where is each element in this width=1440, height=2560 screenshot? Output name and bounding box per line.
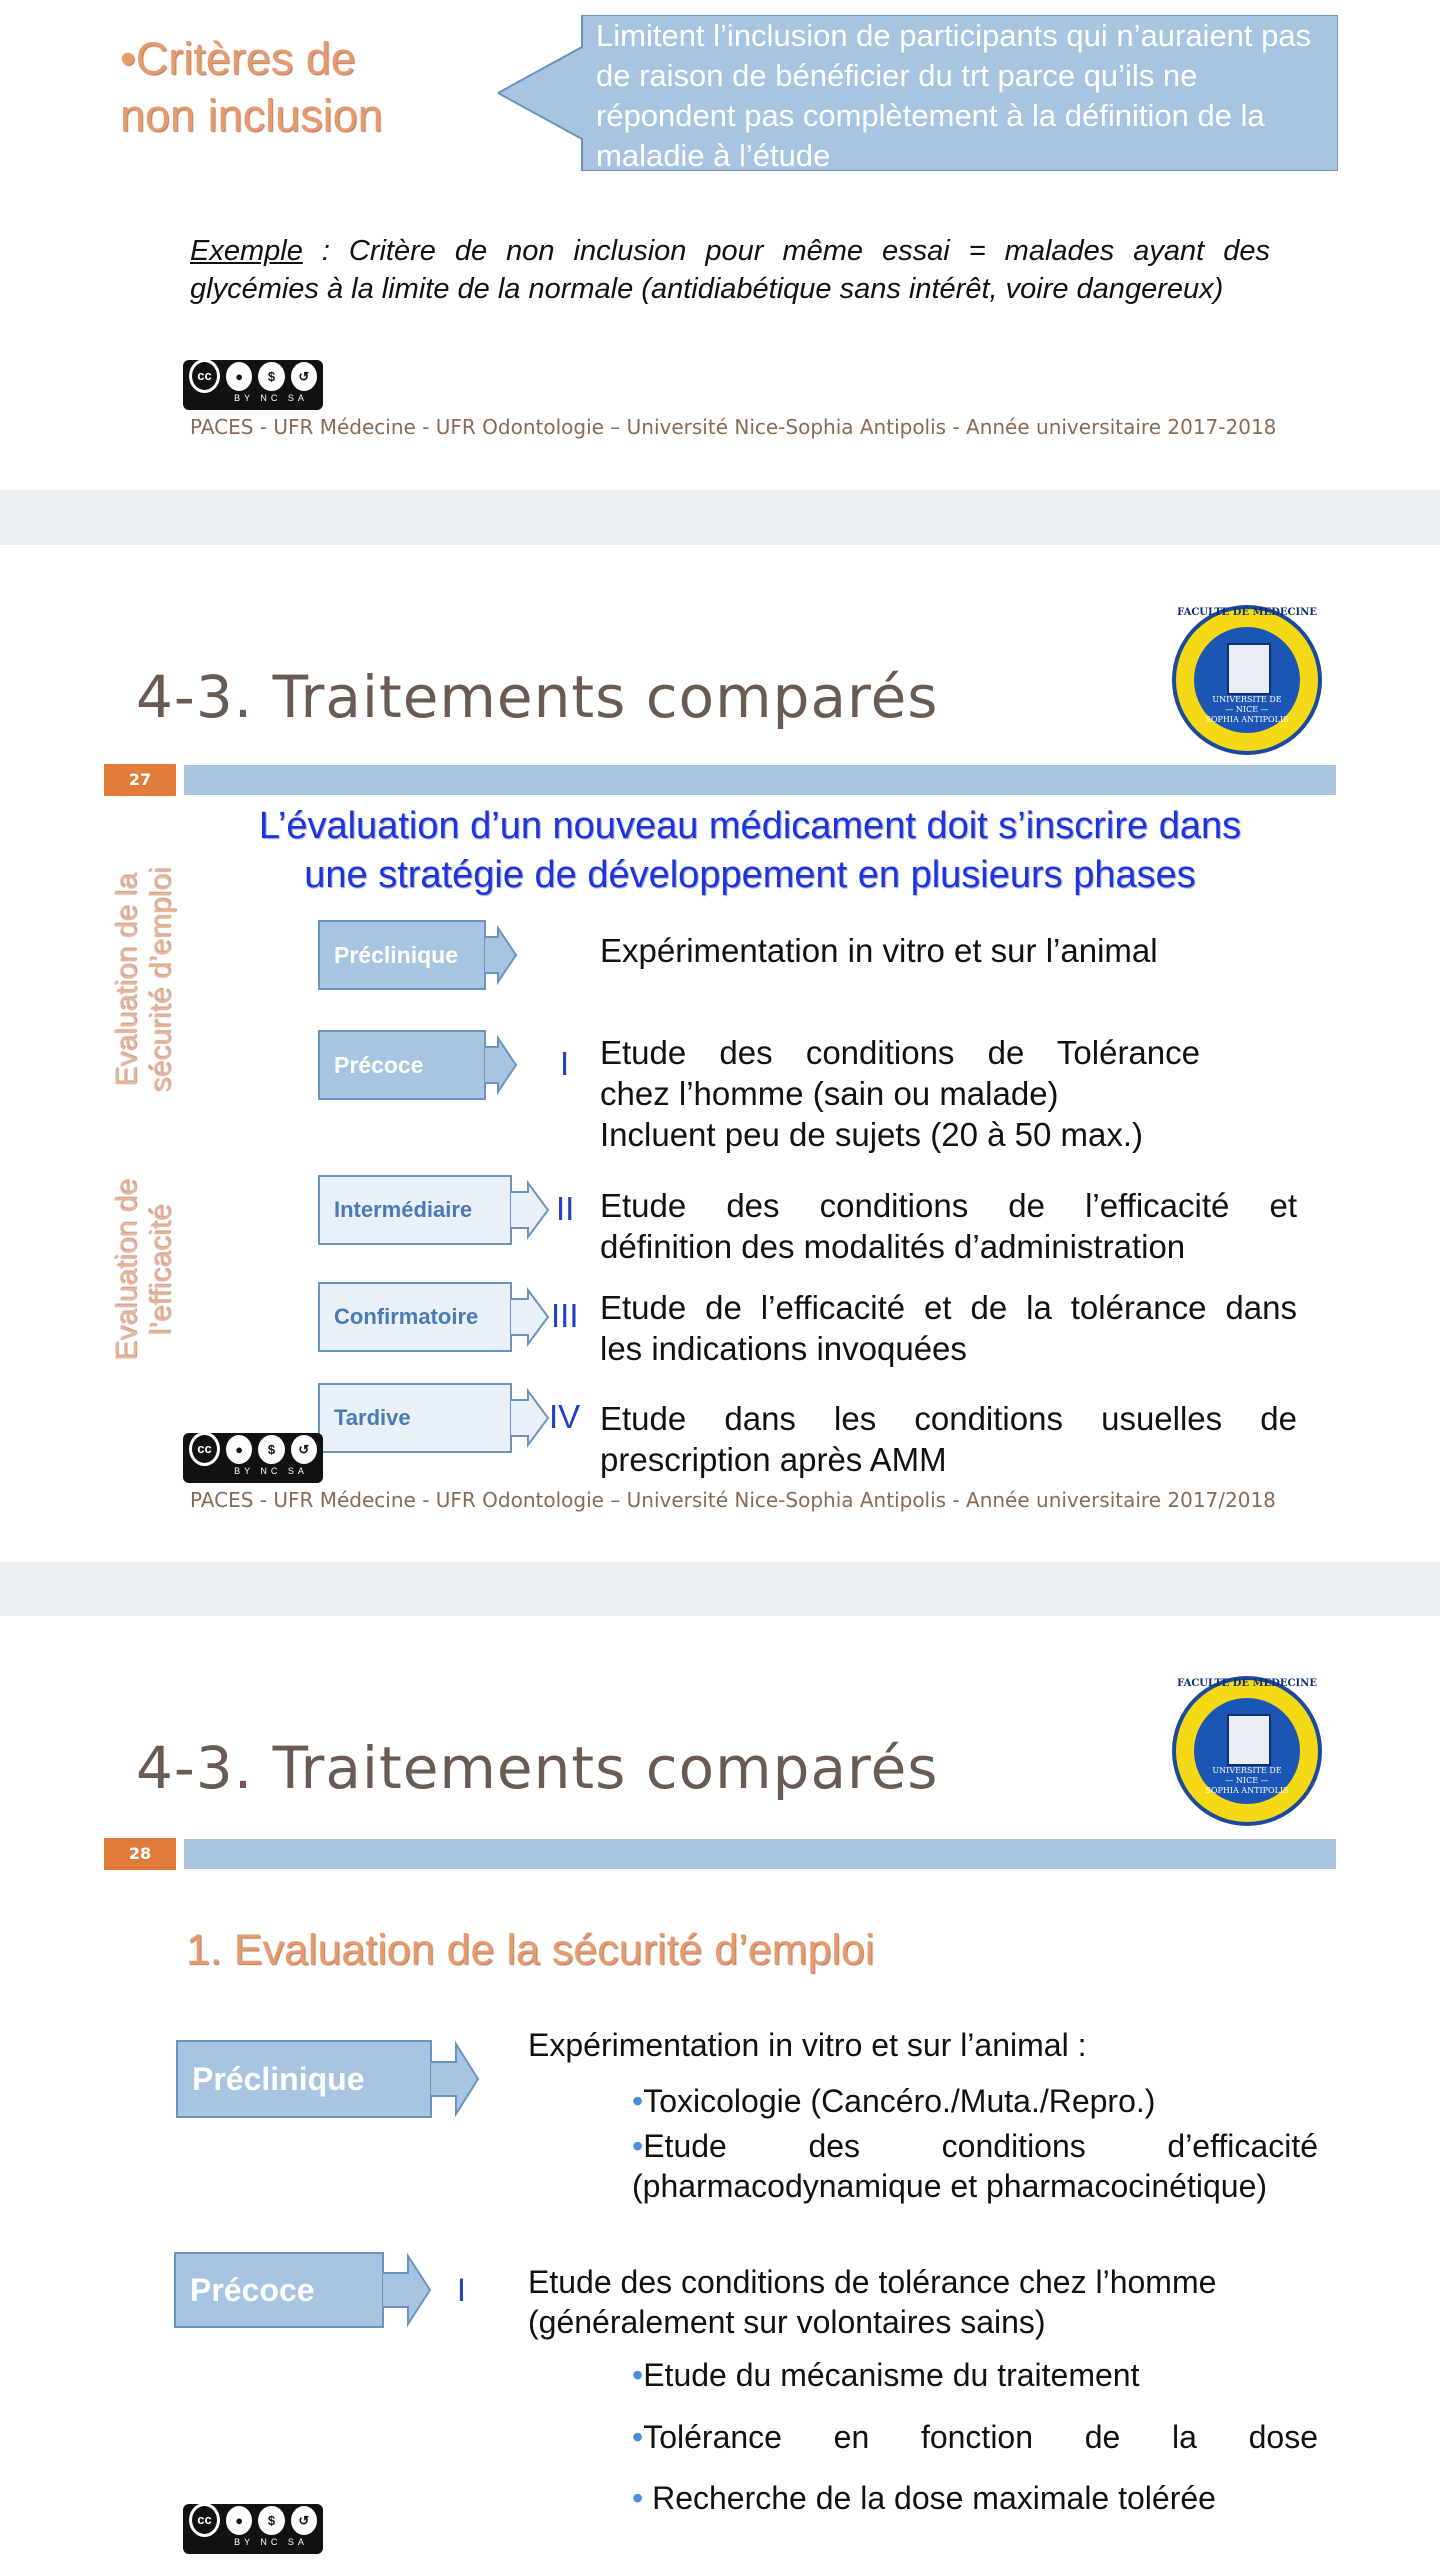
- cc-icon: cc: [189, 359, 220, 393]
- logo-top-text: FACULTE DE MEDECINE: [1177, 1678, 1317, 1689]
- precoce-box: [174, 2252, 434, 2328]
- phase-precoce-text: [600, 1032, 1200, 1155]
- phase-label: Précoce: [334, 1051, 424, 1078]
- slide-title: 4-3. Traitements comparés: [136, 1734, 939, 1802]
- phase-tardive-text: [600, 1398, 1297, 1480]
- arrow-right-icon: [484, 1030, 518, 1100]
- phase-text-line: Expérimentation in vitro et sur l’animal: [600, 932, 1158, 969]
- bullet-icon: •: [632, 2128, 644, 2164]
- heading-line-2: non inclusion: [120, 90, 383, 141]
- logo-line-2: — NICE —: [1225, 1776, 1269, 1785]
- phase-roman-numeral: I: [560, 1045, 570, 1082]
- slide-non-inclusion: [0, 0, 1440, 490]
- phase-text-line: Etude des conditions de l’efficacité et: [600, 1187, 1297, 1224]
- arrow-right-icon: [484, 920, 518, 990]
- logo-top-text: FACULTE DE MEDECINE: [1177, 607, 1317, 618]
- bullet-text: Recherche de la dose maximale tolérée: [652, 2480, 1216, 2516]
- logo-building-icon: [1227, 1714, 1271, 1766]
- subtitle-line-2: une stratégie de développement en plusieurs phases: [304, 854, 1196, 896]
- side-label-safety-line-2: sécurité d’emploi: [144, 867, 177, 1093]
- arrow-right-icon: [510, 1175, 550, 1245]
- section-heading: 1. Evaluation de la sécurité d’emploi: [186, 1926, 875, 1974]
- phase-intermediaire-text: [600, 1185, 1297, 1267]
- heading-line-1: •Critères de: [120, 33, 356, 84]
- non-inclusion-heading: [120, 30, 383, 144]
- phase-precoce: [318, 1030, 518, 1100]
- arrow-right-icon: [510, 1282, 550, 1352]
- box-label: Préclinique: [192, 2060, 365, 2097]
- phase-label: Tardive: [334, 1405, 411, 1430]
- cc-license-badge: [183, 360, 323, 410]
- phase-tardive: [318, 1383, 550, 1453]
- logo-line-3: SOPHIA ANTIPOLIS: [1205, 1786, 1289, 1795]
- title-band: [184, 765, 1336, 795]
- side-label-efficacy: [110, 1135, 178, 1405]
- phase-intermediaire: [318, 1175, 550, 1245]
- license-terms: BY NC SA: [234, 393, 308, 403]
- preclinique-box: [176, 2040, 481, 2118]
- phase-roman-numeral: II: [556, 1190, 575, 1227]
- preclinique-intro: Expérimentation in vitro et sur l’animal :: [528, 2027, 1087, 2063]
- nc-icon: $: [258, 2506, 284, 2535]
- logo-bottom-text: [1197, 695, 1297, 725]
- example-paragraph: [190, 232, 1270, 308]
- phase-text-line: Incluent peu de sujets (20 à 50 max.): [600, 1116, 1143, 1153]
- bullet-icon: •: [632, 2357, 644, 2393]
- phase-preclinique: [318, 920, 518, 990]
- logo-bottom-text: [1197, 1766, 1297, 1796]
- title-band: [184, 1839, 1336, 1869]
- logo-line-2: — NICE —: [1225, 705, 1269, 714]
- bullet-text: Toxicologie (Cancéro./Muta./Repro.): [643, 2083, 1156, 2119]
- phase-roman-numeral: III: [551, 1297, 579, 1334]
- preclinique-bullet-2: [632, 2126, 1318, 2206]
- by-icon: ●: [226, 2506, 252, 2535]
- slide-title: 4-3. Traitements comparés: [136, 663, 939, 731]
- faculty-logo: [1172, 605, 1322, 755]
- phase-preclinique-text: [600, 930, 1300, 971]
- slide-subtitle: [200, 802, 1300, 900]
- faculty-logo: [1172, 1676, 1322, 1826]
- logo-building-icon: [1227, 643, 1271, 695]
- cc-license-badge: [183, 1433, 323, 1483]
- phase-text-line: Etude de l’efficacité et de la tolérance dans: [600, 1289, 1297, 1326]
- precoce-bullet-1: [632, 2357, 1139, 2394]
- bullet-icon: •: [632, 2419, 644, 2455]
- example-text: : Critère de non inclusion pour même essai = malades ayant des glycémies à la limite de la normale (antidiabétique sans intérêt, voire dangereux): [190, 235, 1270, 305]
- precoce-intro-line-1: Etude des conditions de tolérance chez l’homme: [528, 2264, 1217, 2300]
- slide-number: 27: [104, 764, 176, 796]
- footer: PACES - UFR Médecine - UFR Odontologie – Université Nice-Sophia Antipolis - Année universitaire 2017-2018: [190, 415, 1277, 439]
- phase-label: Intermédiaire: [334, 1197, 473, 1222]
- bullet-text: Etude du mécanisme du traitement: [643, 2357, 1140, 2393]
- phase-confirmatoire: [318, 1282, 550, 1352]
- arrow-right-icon: [382, 2252, 432, 2328]
- precoce-bullet-2: [632, 2419, 1318, 2456]
- slide-27: [0, 545, 1440, 1562]
- side-label-safety-line-1: Evaluation de la: [110, 873, 143, 1087]
- phase-text-line: prescription après AMM: [600, 1441, 947, 1478]
- by-icon: ●: [226, 362, 252, 391]
- example-label: Exemple: [190, 235, 303, 267]
- license-terms: BY NC SA: [234, 1466, 308, 1476]
- phase-text-line: les indications invoquées: [600, 1330, 967, 1367]
- nc-icon: $: [258, 1435, 284, 1464]
- precoce-intro-line-2: (généralement sur volontaires sains): [528, 2304, 1046, 2340]
- phase-confirmatoire-text: [600, 1287, 1297, 1369]
- preclinique-bullet-1: [632, 2083, 1155, 2120]
- phase-text-line: définition des modalités d’administration: [600, 1228, 1186, 1265]
- sa-icon: ↺: [291, 362, 317, 391]
- side-label-efficacy-line-2: l’efficacité: [144, 1204, 177, 1336]
- logo-line-1: UNIVERSITE DE: [1212, 695, 1282, 704]
- phase-roman-numeral: IV: [549, 1398, 581, 1435]
- by-icon: ●: [226, 1435, 252, 1464]
- license-terms: BY NC SA: [234, 2537, 308, 2547]
- nc-icon: $: [258, 362, 284, 391]
- slide-28: [0, 1616, 1440, 2560]
- arrow-right-icon: [510, 1383, 550, 1453]
- bullet-text: Tolérance en fonction de la dose: [643, 2419, 1318, 2455]
- phase-text-line: chez l’homme (sain ou malade): [600, 1075, 1059, 1112]
- side-label-efficacy-line-1: Evaluation de: [110, 1179, 143, 1361]
- box-label: Précoce: [190, 2271, 315, 2308]
- cc-license-badge: [183, 2504, 323, 2554]
- subtitle-line-1: L’évaluation d’un nouveau médicament doit s’inscrire dans: [258, 805, 1242, 847]
- sa-icon: ↺: [291, 2506, 317, 2535]
- sa-icon: ↺: [291, 1435, 317, 1464]
- logo-line-3: SOPHIA ANTIPOLIS: [1205, 715, 1289, 724]
- cc-icon: cc: [189, 2503, 220, 2537]
- bullet-icon: •: [632, 2480, 644, 2516]
- precoce-intro: [528, 2262, 1216, 2342]
- precoce-bullet-3: [632, 2480, 1216, 2517]
- phase-label: Préclinique: [334, 941, 458, 968]
- bullet-text: Etude des conditions d’efficacité: [643, 2128, 1318, 2164]
- phase-label: Confirmatoire: [334, 1304, 479, 1329]
- bullet-text-continued: (pharmacodynamique et pharmacocinétique): [632, 2168, 1268, 2204]
- slide-number: 28: [104, 1838, 176, 1870]
- phase-text-line: Etude dans les conditions usuelles de: [600, 1400, 1297, 1437]
- cc-icon: cc: [189, 1432, 220, 1466]
- phase-text-line: Etude des conditions de Tolérance: [600, 1034, 1200, 1071]
- side-label-safety: [110, 835, 178, 1125]
- arrow-right-icon: [430, 2040, 480, 2118]
- logo-line-1: UNIVERSITE DE: [1212, 1766, 1282, 1775]
- bullet-icon: •: [632, 2083, 644, 2119]
- phase-roman-numeral: I: [457, 2272, 466, 2308]
- callout-text: Limitent l’inclusion de participants qui n’auraient pas de raison de bénéficier du trt parce qu’ils ne répondent pas complètement à la définition de la maladie à l’étude: [596, 18, 1312, 173]
- footer: PACES - UFR Médecine - UFR Odontologie – Université Nice-Sophia Antipolis - Année universitaire 2017/2018: [190, 1488, 1276, 1512]
